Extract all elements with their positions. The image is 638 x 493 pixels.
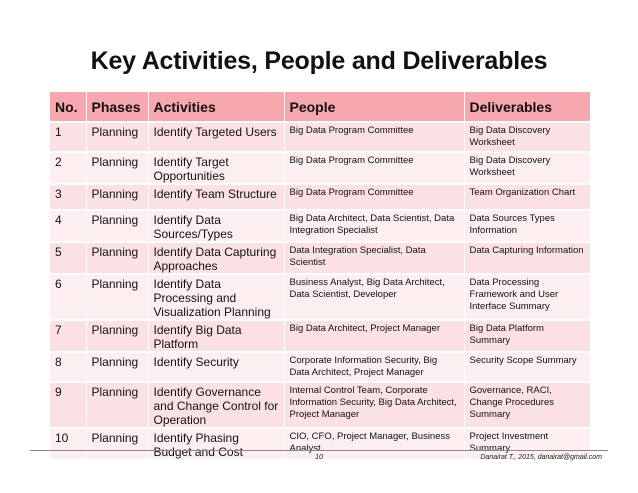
cell-deliverable: Project Investment Summary: [464, 428, 590, 459]
cell-people: Corporate Information Security, Big Data Architect, Project Manager: [284, 352, 464, 382]
cell-phase: Planning: [86, 210, 148, 242]
cell-phase: Planning: [86, 352, 148, 382]
header-deliverables: Deliverables: [464, 92, 590, 122]
footer-author: Danairat T., 2015, danairat@gmail.com: [480, 454, 602, 461]
cell-activity: Identify Target Opportunities: [148, 152, 284, 184]
header-phases: Phases: [86, 92, 148, 122]
cell-deliverable: Data Capturing Information: [464, 242, 590, 274]
table-row: [50, 210, 590, 242]
page-number: 10: [315, 454, 323, 461]
cell-phase: Planning: [86, 320, 148, 352]
cell-people: Big Data Architect, Project Manager: [284, 320, 464, 352]
cell-no: 4: [50, 210, 86, 242]
cell-no: 9: [50, 382, 86, 428]
cell-phase: Planning: [86, 382, 148, 428]
cell-deliverable: Governance, RACI, Change Procedures Summary: [464, 382, 590, 428]
cell-no: 7: [50, 320, 86, 352]
slide-title: Key Activities, People and Deliverables: [90, 47, 548, 75]
cell-phase: Planning: [86, 184, 148, 210]
cell-deliverable: Security Scope Summary: [464, 352, 590, 382]
cell-people: Internal Control Team, Corporate Information Security, Big Data Architect, Project Manager: [284, 382, 464, 428]
table-row: [50, 274, 590, 320]
cell-no: 10: [50, 428, 86, 459]
cell-people: Big Data Program Committee: [284, 184, 464, 210]
cell-phase: Planning: [86, 152, 148, 184]
cell-phase: Planning: [86, 242, 148, 274]
footer-divider: [30, 450, 608, 451]
cell-people: CIO, CFO, Project Manager, Business Analyst: [284, 428, 464, 459]
cell-people: Big Data Architect, Data Scientist, Data Integration Specialist: [284, 210, 464, 242]
cell-activity: Identify Security: [148, 352, 284, 382]
cell-activity: Identify Governance and Change Control for Operation: [148, 382, 284, 428]
table-header-row: [50, 92, 590, 122]
cell-activity: Identify Big Data Platform: [148, 320, 284, 352]
cell-no: 6: [50, 274, 86, 320]
cell-deliverable: Team Organization Chart: [464, 184, 590, 210]
activities-table: [50, 92, 591, 459]
cell-people: Data Integration Specialist, Data Scientist: [284, 242, 464, 274]
cell-deliverable: Data Processing Framework and User Interface Summary: [464, 274, 590, 320]
cell-deliverable: Data Sources Types Information: [464, 210, 590, 242]
cell-deliverable: Big Data Discovery Worksheet: [464, 152, 590, 184]
table-row: [50, 382, 590, 428]
table-row: [50, 242, 590, 274]
cell-no: 3: [50, 184, 86, 210]
cell-people: Big Data Program Committee: [284, 152, 464, 184]
header-no: No.: [50, 92, 86, 122]
cell-phase: Planning: [86, 122, 148, 152]
cell-no: 5: [50, 242, 86, 274]
cell-deliverable: Big Data Discovery Worksheet: [464, 122, 590, 152]
cell-activity: Identify Phasing Budget and Cost: [148, 428, 284, 459]
cell-no: 2: [50, 152, 86, 184]
table-row: [50, 320, 590, 352]
header-people: People: [284, 92, 464, 122]
cell-activity: Identify Targeted Users: [148, 122, 284, 152]
cell-people: Business Analyst, Big Data Architect, Data Scientist, Developer: [284, 274, 464, 320]
table-row: [50, 152, 590, 184]
cell-no: 1: [50, 122, 86, 152]
table-row: [50, 184, 590, 210]
table-row: [50, 122, 590, 152]
header-activities: Activities: [148, 92, 284, 122]
cell-activity: Identify Data Capturing Approaches: [148, 242, 284, 274]
cell-activity: Identify Data Sources/Types: [148, 210, 284, 242]
cell-phase: Planning: [86, 428, 148, 459]
cell-phase: Planning: [86, 274, 148, 320]
cell-activity: Identify Team Structure: [148, 184, 284, 210]
cell-activity: Identify Data Processing and Visualization Planning: [148, 274, 284, 320]
table-row: [50, 352, 590, 382]
cell-no: 8: [50, 352, 86, 382]
cell-deliverable: Big Data Platform Summary: [464, 320, 590, 352]
cell-people: Big Data Program Committee: [284, 122, 464, 152]
